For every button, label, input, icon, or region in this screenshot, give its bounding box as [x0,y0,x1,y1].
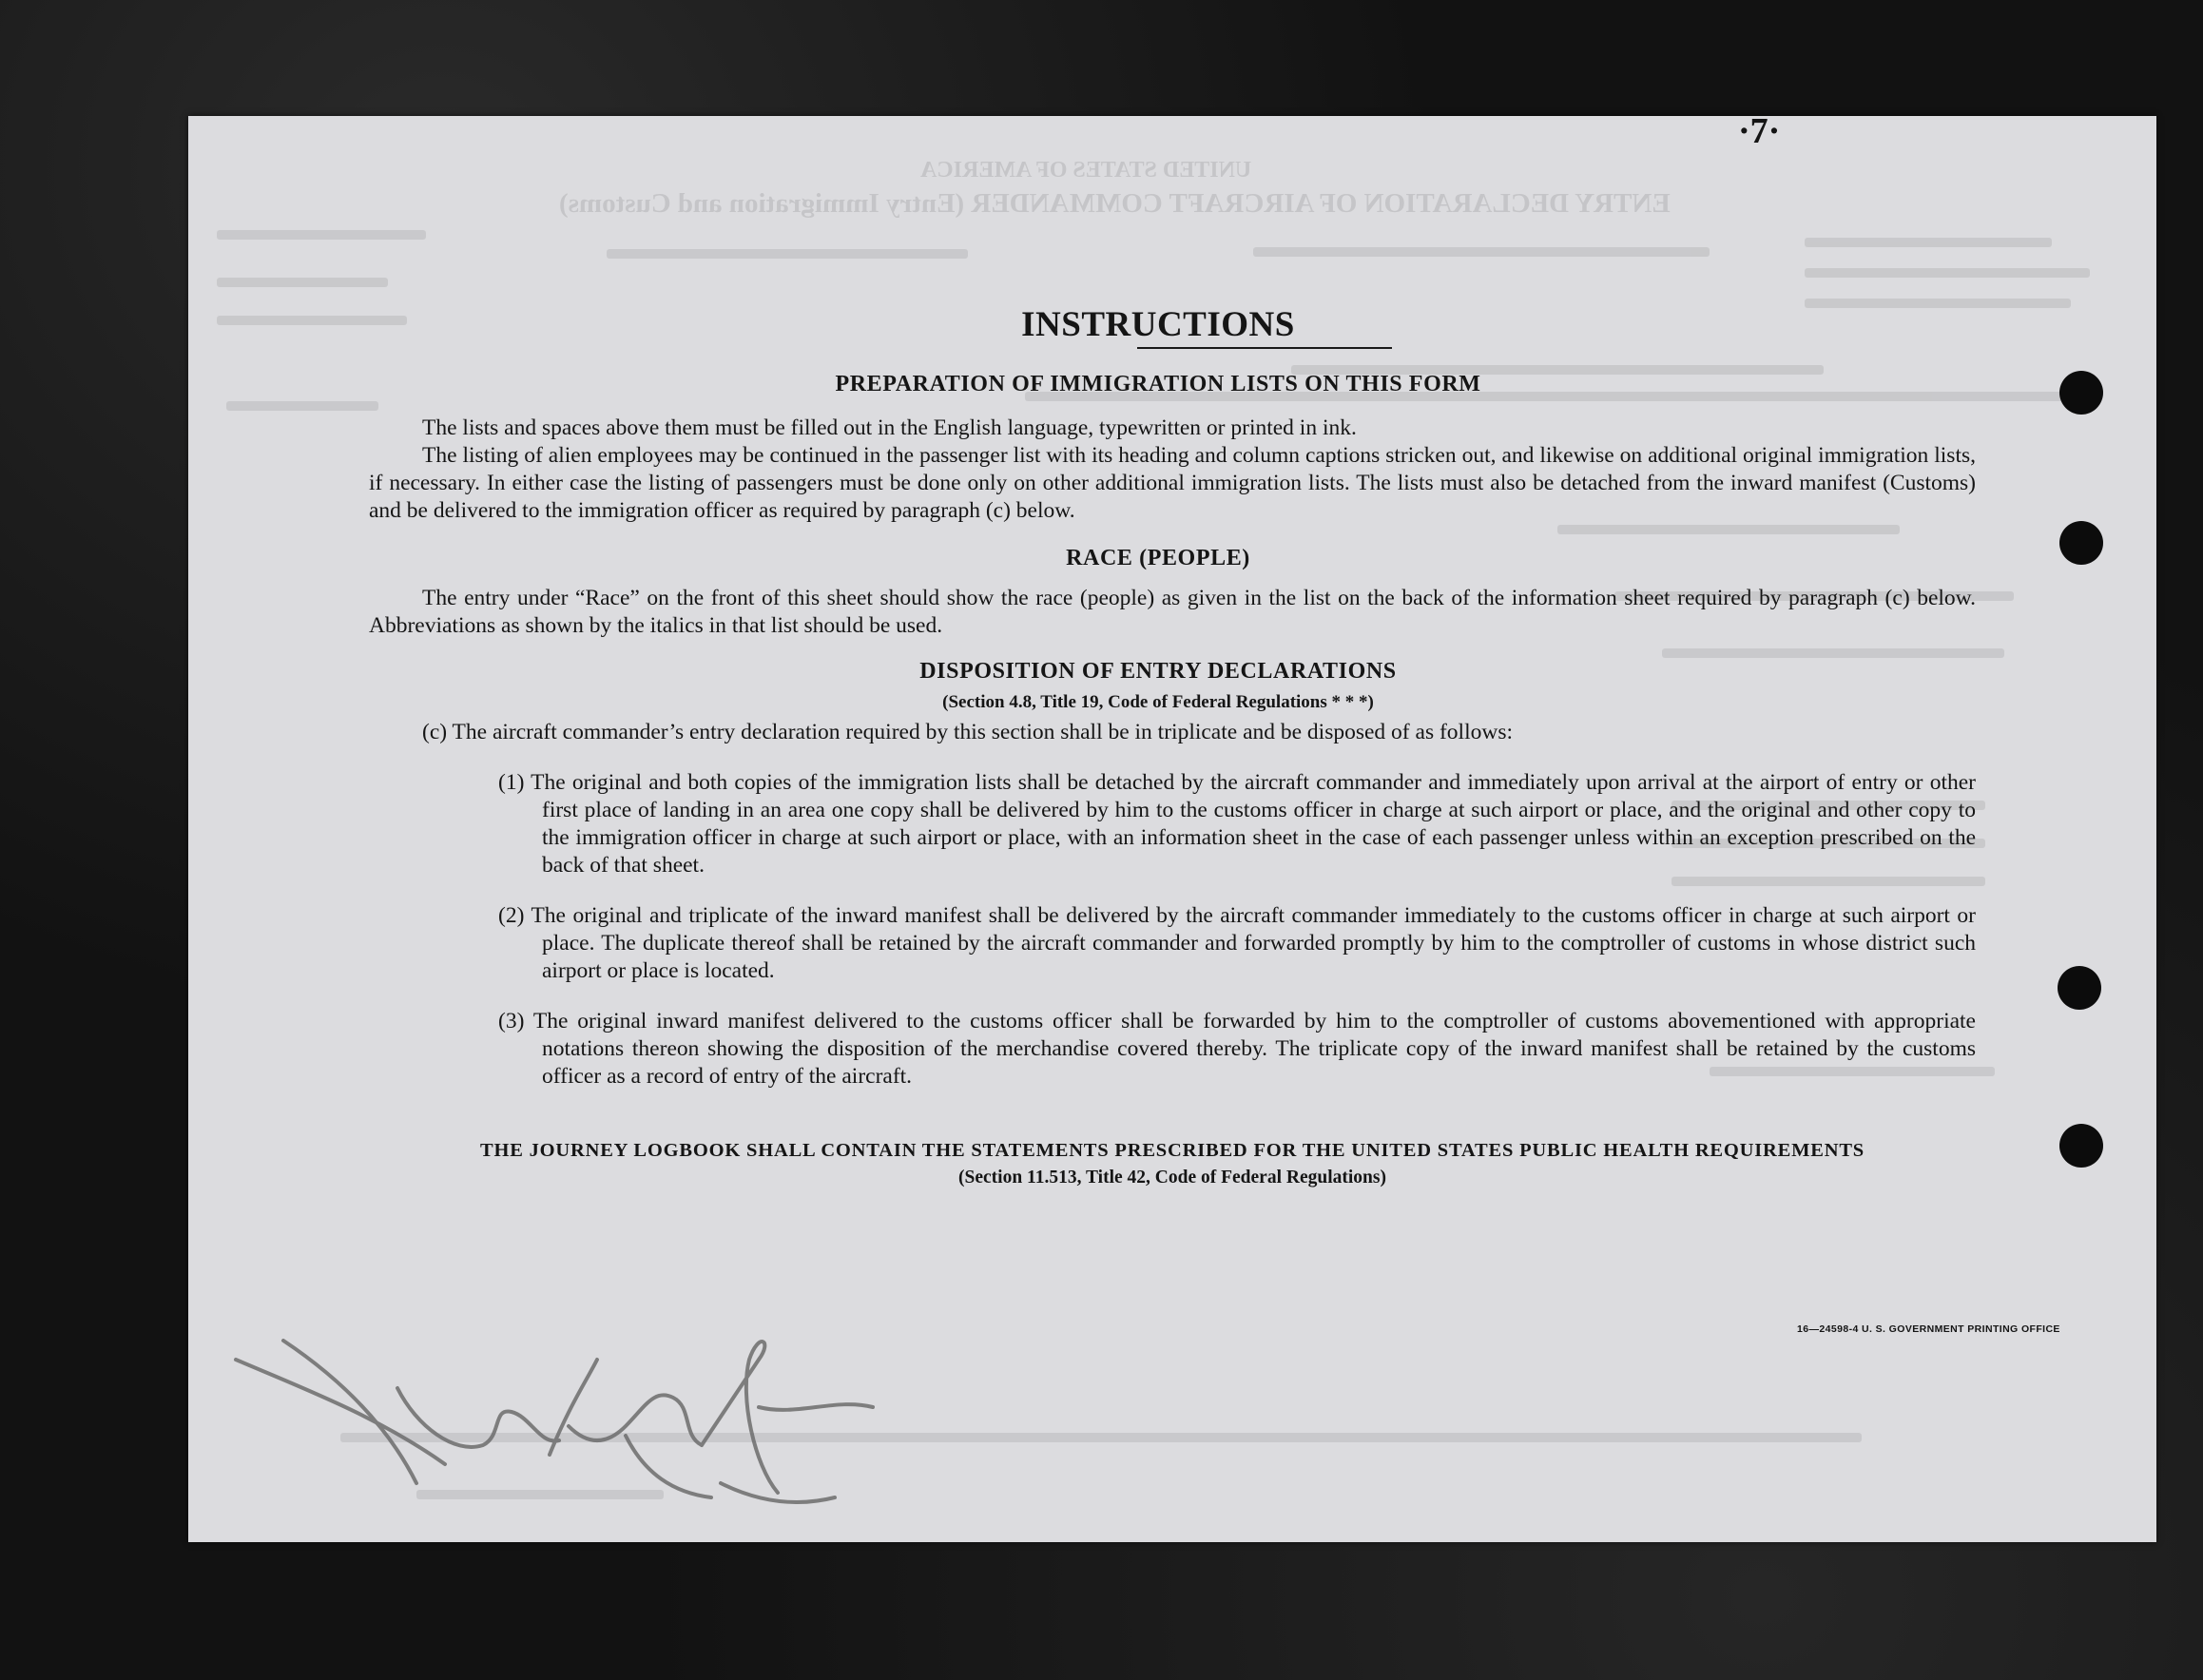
page-title: INSTRUCTIONS [1021,305,1295,344]
section-title-race: RACE (PEOPLE) [1066,546,1250,570]
disposition-item-2: (2) The original and triplicate of the inward manifest shall be delivered by the aircraft commander immediately to the customs officer in charge at such airport or place. The duplicate thereof shall be retained by the aircraft commander and forwarded promptly by him to the comptroller of customs in whose district such airport or place is located. [498,903,1976,983]
health-requirements-citation: (Section 11.513, Title 42, Code of Federal Regulations) [958,1168,1386,1188]
corner-mark: ·7· [1738,116,1781,151]
preparation-paragraph-1: The lists and spaces above them must be filled out in the English language, typewritten or printed in ink. [422,415,1357,440]
race-paragraph: The entry under “Race” on the front of this sheet should show the race (people) as given in the list on the back of the information sheet required by paragraph (c) below. Abbreviations as shown by the italics in that list should be used. [369,586,1976,638]
preparation-paragraph-2: The listing of alien employees may be continued in the passenger list with its heading and column captions stricken out, and likewise on additional original immigration lists, if necessary. In either case the listing of passengers must be done only on other additional immigration lists. The lists must also be detached from the inward manifest (Customs) and be delivered to the immigration officer as required by paragraph (c) below. [369,443,1976,523]
disposition-lead: (c) The aircraft commander’s entry declaration required by this section shall be in triplicate and be disposed of as follows: [422,720,1513,744]
title-underline [1137,347,1392,349]
disposition-item-1: (1) The original and both copies of the immigration lists shall be detached by the aircraft commander and immediately upon arrival at the airport of entry or other first place of landing in an area one copy shall be delivered by him to the customs officer in charge at such airport or place, and the original and other copy to the immigration officer in charge at such airport or place, with an information sheet in the case of each passenger unless within an exception prescribed on the back of that sheet. [498,770,1976,878]
printer-imprint: 16—24598-4 U. S. GOVERNMENT PRINTING OFFICE [1797,1323,2060,1335]
section-title-disposition: DISPOSITION OF ENTRY DECLARATIONS [919,659,1397,684]
disposition-item-3: (3) The original inward manifest delivered to the customs officer shall be forwarded by him to the comptroller of customs abovementioned with appropriate notations thereon showing the disposition of the merchandise covered thereby. The triplicate copy of the inward manifest shall be retained by the customs officer as a record of entry of the aircraft. [498,1009,1976,1089]
handwritten-signature [226,1303,911,1521]
bleed-text-2: ENTRY DECLARATION OF AIRCRAFT COMMANDER (Entry Immigration and Customs) [559,188,1671,219]
health-requirements-statement: THE JOURNEY LOGBOOK SHALL CONTAIN THE STATEMENTS PRESCRIBED FOR THE UNITED STATES PUBLIC HEALTH REQUIREMENTS [479,1140,1865,1161]
document-page [188,116,2156,1542]
bleed-text-1: UNITED STATES OF AMERICA [920,158,1252,183]
instructions-content [369,304,2156,1188]
disposition-citation: (Section 4.8, Title 19, Code of Federal Regulations * * *) [942,692,1374,712]
section-title-preparation: PREPARATION OF IMMIGRATION LISTS ON THIS FORM [835,372,1481,396]
